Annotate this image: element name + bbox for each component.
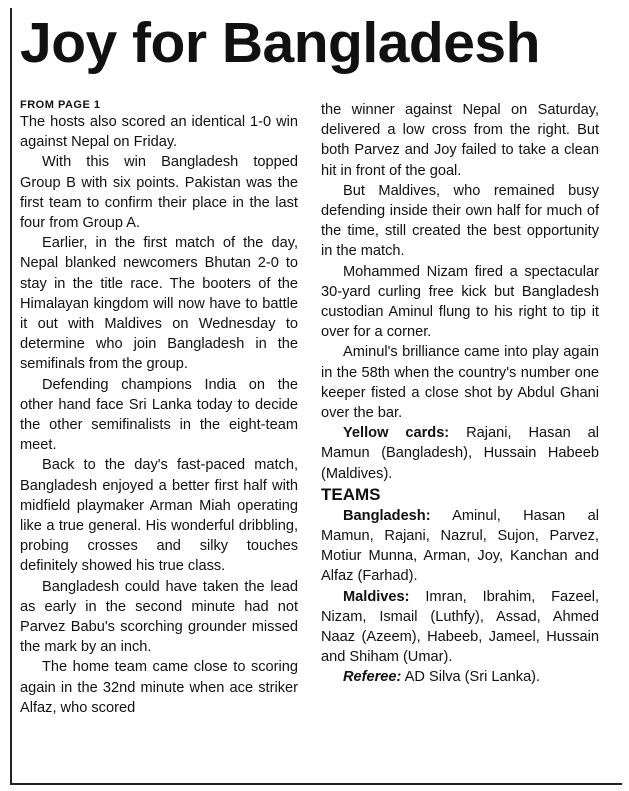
- bottom-border-rule: [10, 783, 622, 785]
- paragraph-3: Earlier, in the first match of the day, Nepal blanked newcomers Bhutan 2-0 to stay in the title race. The booters of the Himalayan kingdom will now have to battle it out with Maldives on Wednesday to determine who join Bangladesh in the semifinals from the group.: [20, 235, 298, 373]
- left-border-rule: [10, 8, 12, 784]
- paragraph-1: The hosts also scored an identical 1-0 win against Nepal on Friday.: [20, 114, 298, 151]
- yellow-cards: [321, 423, 599, 484]
- team-bangladesh-label: Bangladesh:: [343, 507, 431, 524]
- paragraph-8: But Maldives, who remained busy defending inside their own half for much of the time, still created the best opportunity in the match.: [321, 182, 599, 260]
- paragraph-7-start: The home team came close to scoring again in the 32nd minute when ace striker Alfaz, who scored: [20, 659, 298, 716]
- paragraph-5: Back to the day's fast-paced match, Bangladesh enjoyed a better first half with midfield playmaker Arman Miah operating like a true general. His wonderful dribbling, probing crosses and silky touches definitely showed his true class.: [20, 457, 298, 575]
- yellow-cards-text: Rajani, Hasan al Mamun (Bangladesh), Hussain Habeeb (Maldives).: [321, 425, 599, 482]
- article-column-right: [321, 100, 599, 780]
- team-maldives: [321, 587, 599, 668]
- team-bangladesh-lineup: Aminul, Hasan al Mamun, Rajani, Nazrul, Sujon, Parvez, Motiur Munna, Arman, Joy, Kanchan and Alfaz (Farhad).: [321, 507, 599, 585]
- teams-heading: TEAMS: [321, 484, 381, 504]
- headline: Joy for Bangladesh: [20, 11, 540, 75]
- team-maldives-label: Maldives:: [343, 588, 410, 605]
- referee-label: Referee:: [343, 669, 402, 686]
- paragraph-6: Bangladesh could have taken the lead as early in the second minute had not Parvez Babu's scorching grounder missed the mark by an inch.: [20, 578, 298, 656]
- team-bangladesh: [321, 506, 599, 587]
- paragraph-10: Aminul's brilliance came into play again in the 58th when the country's number one keeper fisted a close shot by Abdul Ghani over the bar.: [321, 344, 599, 422]
- team-maldives-lineup: Imran, Ibrahim, Fazeel, Nizam, Ismail (Luthfy), Assad, Ahmed Naaz (Azeem), Habeeb, Jameel, Hussain and Shiham (Umar).: [321, 588, 599, 666]
- referee: [321, 667, 599, 687]
- article-column-left: [20, 98, 298, 778]
- paragraph-7-continued: the winner against Nepal on Saturday, delivered a low cross from the right. But both Parvez and Joy failed to take a clean hit in front of the goal.: [321, 102, 599, 179]
- paragraph-9: Mohammed Nizam fired a spectacular 30-yard curling free kick but Bangladesh custodian Aminul flung to his right to tip it over for a corner.: [321, 263, 599, 341]
- referee-name: AD Silva (Sri Lanka).: [404, 669, 541, 686]
- paragraph-2: With this win Bangladesh topped Group B with six points. Pakistan was the first team to confirm their place in the last four from Group A.: [20, 154, 298, 232]
- paragraph-4: Defending champions India on the other hand face Sri Lanka today to decide the other semifinalists in the eight-team meet.: [20, 376, 298, 454]
- yellow-cards-label: Yellow cards:: [343, 425, 450, 442]
- kicker: FROM PAGE 1: [20, 99, 101, 111]
